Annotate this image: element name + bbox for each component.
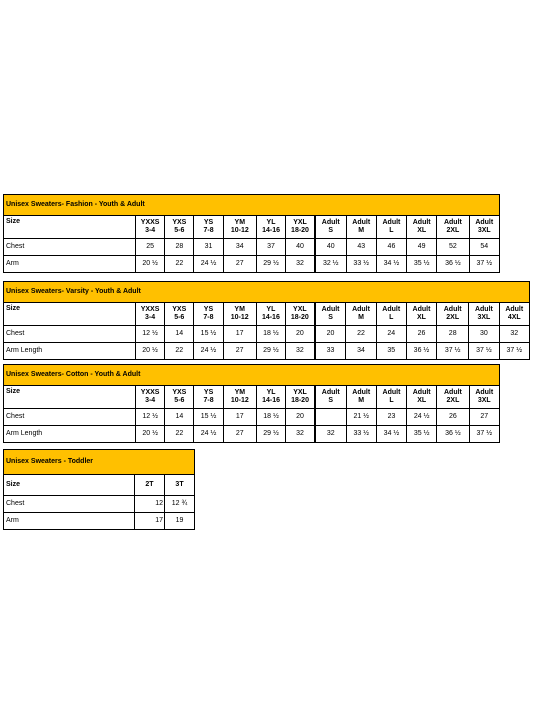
table-row	[4, 256, 500, 273]
chest-cell: 12	[135, 496, 165, 513]
size-header-ym: YM 10-12	[223, 303, 256, 326]
size-header-adult-xl: Adult XL	[406, 303, 436, 326]
chest-cell: 31	[194, 239, 223, 256]
chest-cell: 24	[376, 326, 406, 343]
chest-cell: 20	[286, 326, 315, 343]
chest-cell: 22	[346, 326, 376, 343]
row-label: Chest	[4, 496, 135, 513]
cotton-size-table	[3, 364, 500, 443]
size-header-yl: YL 14-16	[256, 216, 285, 239]
size-header-yxl: YXL 18-20	[286, 303, 315, 326]
arm-cell: 20 ½	[136, 256, 165, 273]
chest-cell: 28	[165, 239, 194, 256]
varsity-size-table	[3, 281, 530, 360]
size-header-adult-l: Adult L	[376, 303, 406, 326]
arm-length-cell: 35 ½	[407, 426, 437, 443]
size-header-ym: YM 10-12	[223, 386, 256, 409]
chest-cell: 18 ½	[256, 409, 285, 426]
arm-length-cell: 32	[286, 426, 315, 443]
arm-length-cell: 37 ½	[437, 343, 469, 360]
arm-length-cell: 32	[286, 343, 315, 360]
chest-cell: 14	[165, 326, 194, 343]
size-header-adult-2xl: Adult 2XL	[437, 216, 469, 239]
size-header-yxxs: YXXS 3-4	[135, 303, 164, 326]
size-header-adult-xl: Adult XL	[407, 386, 437, 409]
size-header-yxl: YXL 18-20	[286, 386, 315, 409]
chest-cell: 26	[437, 409, 469, 426]
arm-length-cell: 36 ½	[406, 343, 436, 360]
size-header-yxs: YXS 5-6	[165, 303, 194, 326]
chest-cell: 52	[437, 239, 469, 256]
arm-length-cell: 24 ½	[194, 426, 223, 443]
chest-cell: 54	[469, 239, 499, 256]
chest-cell: 43	[346, 239, 376, 256]
row-label: Arm Length	[4, 343, 136, 360]
fashion-size-table	[3, 194, 500, 273]
arm-cell: 32 ½	[315, 256, 346, 273]
table-title: Unisex Sweaters- Fashion - Youth & Adult	[4, 195, 500, 216]
chest-cell: 12 ½	[136, 409, 165, 426]
arm-length-cell: 22	[165, 343, 194, 360]
table-row	[4, 496, 195, 513]
chest-cell: 28	[437, 326, 469, 343]
chest-cell: 26	[406, 326, 436, 343]
toddler-size-table	[3, 449, 195, 530]
size-header-adult-2xl: Adult 2XL	[437, 386, 469, 409]
row-label: Arm	[4, 256, 136, 273]
arm-cell: 33 ½	[346, 256, 376, 273]
chest-cell: 32	[499, 326, 529, 343]
arm-cell: 27	[223, 256, 256, 273]
chest-cell: 27	[469, 409, 499, 426]
arm-length-cell: 37 ½	[469, 343, 499, 360]
arm-cell: 22	[165, 256, 194, 273]
size-header-yxxs: YXXS 3-4	[136, 386, 165, 409]
arm-length-cell: 37 ½	[499, 343, 529, 360]
size-header-adult-m: Adult M	[346, 216, 376, 239]
arm-cell: 36 ½	[437, 256, 469, 273]
size-header-3t: 3T	[165, 475, 195, 496]
size-header-ys: YS 7-8	[194, 303, 223, 326]
chest-cell: 46	[376, 239, 406, 256]
size-header-adult-s: Adult S	[315, 303, 346, 326]
chest-cell: 25	[136, 239, 165, 256]
chest-cell: 30	[469, 326, 499, 343]
arm-length-cell: 27	[223, 426, 256, 443]
size-header-adult-2xl: Adult 2XL	[437, 303, 469, 326]
size-header-adult-3xl: Adult 3XL	[469, 386, 499, 409]
chest-cell: 49	[407, 239, 437, 256]
arm-cell: 37 ½	[469, 256, 499, 273]
chest-cell: 20	[286, 409, 315, 426]
size-header-adult-l: Adult L	[376, 216, 406, 239]
table-row	[4, 343, 530, 360]
chest-cell: 17	[223, 326, 256, 343]
chest-cell: 24 ½	[407, 409, 437, 426]
table-row	[4, 409, 500, 426]
arm-length-cell: 35	[376, 343, 406, 360]
arm-length-cell: 29 ½	[256, 343, 285, 360]
arm-length-cell: 36 ½	[437, 426, 469, 443]
size-header-2t: 2T	[135, 475, 165, 496]
table-row	[4, 426, 500, 443]
chest-cell: 37	[256, 239, 285, 256]
size-header-adult-m: Adult M	[346, 386, 376, 409]
size-header-yxs: YXS 5-6	[165, 386, 194, 409]
size-header-yxl: YXL 18-20	[286, 216, 315, 239]
chest-cell: 21 ½	[346, 409, 376, 426]
arm-length-cell: 29 ½	[256, 426, 285, 443]
table-title: Unisex Sweaters - Toddler	[4, 450, 195, 475]
size-header-adult-3xl: Adult 3XL	[469, 303, 499, 326]
arm-length-cell: 22	[165, 426, 194, 443]
arm-cell: 35 ½	[407, 256, 437, 273]
size-header-ym: YM 10-12	[223, 216, 256, 239]
chest-cell: 12 ½	[135, 326, 164, 343]
arm-cell: 32	[286, 256, 315, 273]
size-header-adult-3xl: Adult 3XL	[469, 216, 499, 239]
size-header-yxs: YXS 5-6	[165, 216, 194, 239]
chest-cell: 15 ½	[194, 326, 223, 343]
chest-cell: 14	[165, 409, 194, 426]
arm-length-cell: 32	[315, 426, 346, 443]
size-label: Size	[4, 475, 135, 496]
table-title: Unisex Sweaters- Varsity - Youth & Adult	[4, 282, 530, 303]
chest-cell: 34	[223, 239, 256, 256]
arm-cell: 17	[135, 513, 165, 530]
row-label: Arm	[4, 513, 135, 530]
arm-length-cell: 34 ½	[376, 426, 406, 443]
table-title: Unisex Sweaters- Cotton - Youth & Adult	[4, 365, 500, 386]
size-header-adult-s: Adult S	[315, 386, 346, 409]
arm-length-cell: 24 ½	[194, 343, 223, 360]
size-header-adult-l: Adult L	[376, 386, 406, 409]
row-label: Chest	[4, 409, 136, 426]
arm-length-cell: 33	[315, 343, 346, 360]
size-header-yl: YL 14-16	[256, 386, 285, 409]
table-row	[4, 326, 530, 343]
chest-cell: 17	[223, 409, 256, 426]
row-label: Chest	[4, 326, 136, 343]
size-header-adult-m: Adult M	[346, 303, 376, 326]
chest-cell	[315, 409, 346, 426]
arm-length-cell: 37 ½	[469, 426, 499, 443]
chest-cell: 23	[376, 409, 406, 426]
chest-cell: 40	[315, 239, 346, 256]
size-header-ys: YS 7-8	[194, 386, 223, 409]
arm-cell: 24 ½	[194, 256, 223, 273]
size-header-yl: YL 14-16	[256, 303, 285, 326]
table-row	[4, 513, 195, 530]
arm-length-cell: 20 ½	[135, 343, 164, 360]
arm-cell: 19	[165, 513, 195, 530]
chest-cell: 15 ½	[194, 409, 223, 426]
row-label: Arm Length	[4, 426, 136, 443]
size-label: Size	[4, 303, 136, 326]
arm-length-cell: 27	[223, 343, 256, 360]
size-header-yxxs: YXXS 3-4	[136, 216, 165, 239]
size-header-adult-xl: Adult XL	[407, 216, 437, 239]
arm-length-cell: 34	[346, 343, 376, 360]
size-label: Size	[4, 386, 136, 409]
size-header-adult-s: Adult S	[315, 216, 346, 239]
arm-cell: 29 ½	[256, 256, 285, 273]
arm-cell: 34 ½	[376, 256, 406, 273]
table-row	[4, 239, 500, 256]
chest-cell: 20	[315, 326, 346, 343]
size-label: Size	[4, 216, 136, 239]
size-header-ys: YS 7-8	[194, 216, 223, 239]
chest-cell: 40	[286, 239, 315, 256]
arm-length-cell: 33 ½	[346, 426, 376, 443]
chest-cell: 18 ½	[256, 326, 285, 343]
arm-length-cell: 20 ½	[136, 426, 165, 443]
row-label: Chest	[4, 239, 136, 256]
chest-cell: 12 ¾	[165, 496, 195, 513]
size-header-adult-4xl: Adult 4XL	[499, 303, 529, 326]
